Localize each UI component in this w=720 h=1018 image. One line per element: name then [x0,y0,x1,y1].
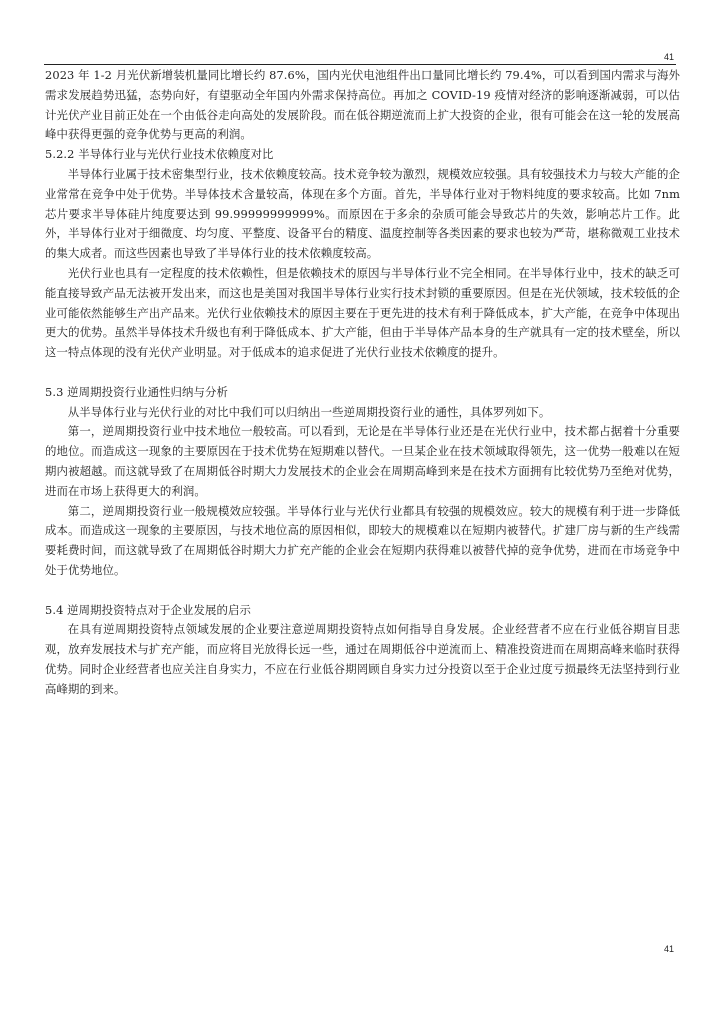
paragraph-commonality-first: 第一，逆周期投资行业中技术地位一般较高。可以看到，无论是在半导体行业还是在光伏行业中，技术都占据着十分重要的地位。而造成这一现象的主要原因在于技术优势在短期难以替代。一旦某企业在技术领域取得领先，这一优势一般难以在短期内被超越。而这就导致了在周期低谷时期大力发展技术的企业会在周期高峰到来是在技术方面拥有比较优势乃至绝对优势，进而在市场上获得更大的利润。 [45,424,680,498]
section-gap [45,363,680,383]
header-divider [44,64,676,65]
paragraph-commonality-second: 第二，逆周期投资行业一般规模效应较强。半导体行业与光伏行业都具有较强的规模效应。较大的规模有利于进一步降低成本。而造成这一现象的主要原因，与技术地位高的原因相似，即较大的规模难以在短期内被替代。扩建厂房与新的生产线需要耗费时间，而这就导致了在周期低谷时期大力扩充产能的企业会在短期内获得难以被替代掉的竞争优势，进而在市场竞争中处于优势地位。 [45,503,680,577]
paragraph-semiconductor-tech: 半导体行业属于技术密集型行业，技术依赖度较高。技术竞争较为激烈，规模效应较强。具有较强技术力与较大产能的企业常常在竞争中处于优势。半导体技术含量较高，体现在多个方面。首先，半导体行业对于物料纯度的要求较高。比如 7nm 芯片要求半导体硅片纯度要达到 99.99999999999%。而原因在于多余的杂质可能会导致芯片的失效，影响芯片工作。此外，半导体行业对于细微度、均匀度、平整度、设备平台的精度、温度控制等各类因素的要求也较为严苛，堪称微观工业技术的集大成者。而这些因素也导致了半导体行业的技术依赖度较高。 [45,166,680,261]
footer-page-number: 41 [663,944,674,954]
section-gap [45,581,680,601]
heading-5-4: 5.4 逆周期投资特点对于企业发展的启示 [45,602,251,617]
paragraph-commonality-intro: 从半导体行业与光伏行业的对比中我们可以归纳出一些逆周期投资行业的通性，具体罗列如下。 [67,404,551,419]
paragraph-enterprise-implications: 在具有逆周期投资特点领域发展的企业要注意逆周期投资特点如何指导自身发展。企业经营者不应在行业低谷期盲目悲观，放弃发展技术与扩充产能，而应将目光放得长远一些，通过在周期低谷中逆流而上、精准投资进而在周期高峰来临时获得优势。同时企业经营者也应关注自身实力，不应在行业低谷期罔顾自身实力过分投资以至于企业过度亏损最终无法坚持到行业高峰期的到来。 [45,622,680,696]
paragraph-solar-tech: 光伏行业也具有一定程度的技术依赖性，但是依赖技术的原因与半导体行业不完全相同。在半导体行业中，技术的缺乏可能直接导致产品无法被开发出来，而这也是美国对我国半导体行业实行技术封锁的重要原因。但是在光伏领域，技术较低的企业可能依然能够生产出产品来。光伏行业依赖技术的原因主要在于更先进的技术有利于降低成本，扩大产能，在竞争中体现出更大的优势。虽然半导体技术升级也有利于降低成本、扩大产能，但由于半导体产品本身的生产就具有一定的技术壁垒，所以这一特点体现的没有光伏产业明显。对于低成本的追求促进了光伏行业技术依赖度的提升。 [45,265,680,360]
heading-5-2-2: 5.2.2 半导体行业与光伏行业技术依赖度对比 [45,147,274,162]
paragraph-solar-demand: 2023 年 1-2 月光伏新增装机量同比增长约 87.6%，国内光伏电池组件出口量同比增长约 79.4%，可以看到国内需求与海外需求发展趋势迅猛，态势向好，有望驱动全年国内外需求保持高位。再加之 COVID-19 疫情对经济的影响逐渐减弱，可以估计光伏产业目前正处在一个由低谷走向高处的发展阶段。而在低谷期逆流而上扩大投资的企业，很有可能会在这一轮的发展高峰中获得更强的竞争优势与更高的利润。 [45,68,680,142]
header-page-number: 41 [663,52,674,62]
page-body [45,66,680,700]
heading-5-3: 5.3 逆周期投资行业通性归纳与分析 [45,384,229,399]
